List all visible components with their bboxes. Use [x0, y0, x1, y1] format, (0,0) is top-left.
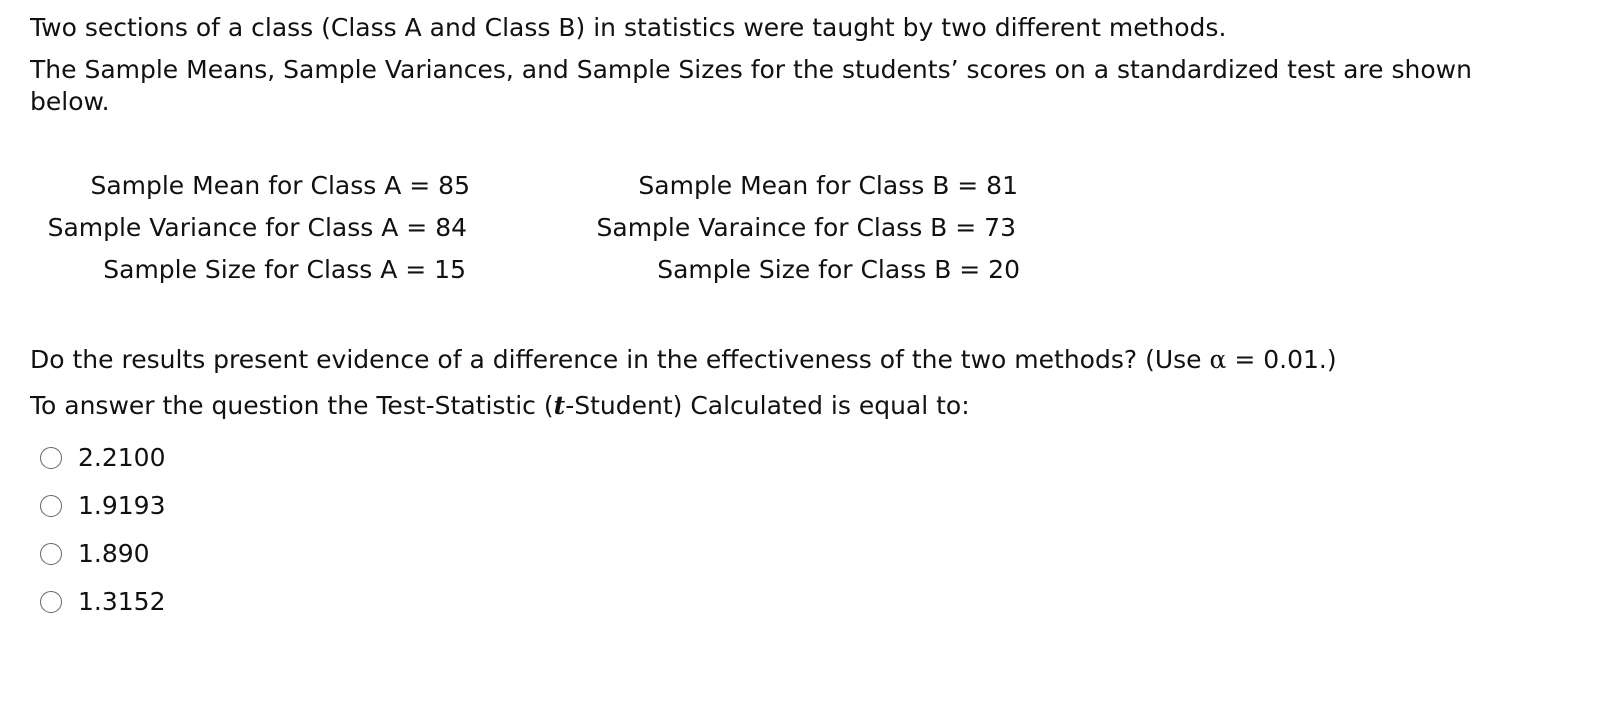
radio-button[interactable]	[40, 495, 62, 517]
stat-row-mean	[0, 170, 1100, 212]
answer-option-label: 2.2100	[78, 443, 166, 472]
prompt-start: To answer the question the Test-Statistic (	[30, 391, 554, 420]
t-symbol: t	[553, 391, 566, 420]
intro-line-2: The Sample Means, Sample Variances, and Sample Sizes for the students’ scores on a standardized test are shown below.	[30, 55, 1472, 116]
answer-option[interactable]	[40, 530, 165, 578]
answer-option-label: 1.890	[78, 539, 150, 568]
answer-option-label: 1.3152	[78, 587, 166, 616]
answer-option[interactable]	[40, 434, 165, 482]
intro-line-1: Two sections of a class (Class A and Class B) in statistics were taught by two different methods.	[30, 13, 1227, 42]
stat-row-variance	[0, 212, 1100, 254]
radio-button[interactable]	[40, 591, 62, 613]
question-text	[30, 344, 1570, 376]
stat-row-size	[0, 254, 1100, 296]
class-a-mean: Sample Mean for Class A = 85	[90, 171, 470, 200]
problem-intro	[30, 12, 1550, 128]
class-a-size: Sample Size for Class A = 15	[103, 255, 466, 284]
class-a-variance: Sample Variance for Class A = 84	[47, 213, 467, 242]
class-b-variance: Sample Varaince for Class B = 73	[596, 213, 1016, 242]
class-b-size: Sample Size for Class B = 20	[657, 255, 1020, 284]
question-text-start: Do the results present evidence of a difference in the effectiveness of the two methods? (Use	[30, 345, 1210, 374]
answer-option[interactable]	[40, 482, 165, 530]
radio-button[interactable]	[40, 543, 62, 565]
answer-option-label: 1.9193	[78, 491, 166, 520]
question-text-end: = 0.01.)	[1226, 345, 1337, 374]
question-block	[30, 344, 1570, 436]
sample-statistics-table	[0, 170, 1100, 296]
question-prompt	[30, 390, 1570, 422]
answer-option[interactable]	[40, 578, 165, 626]
answer-options	[40, 434, 165, 626]
prompt-end: -Student) Calculated is equal to:	[565, 391, 970, 420]
radio-button[interactable]	[40, 447, 62, 469]
alpha-symbol: α	[1209, 345, 1227, 374]
class-b-mean: Sample Mean for Class B = 81	[638, 171, 1018, 200]
